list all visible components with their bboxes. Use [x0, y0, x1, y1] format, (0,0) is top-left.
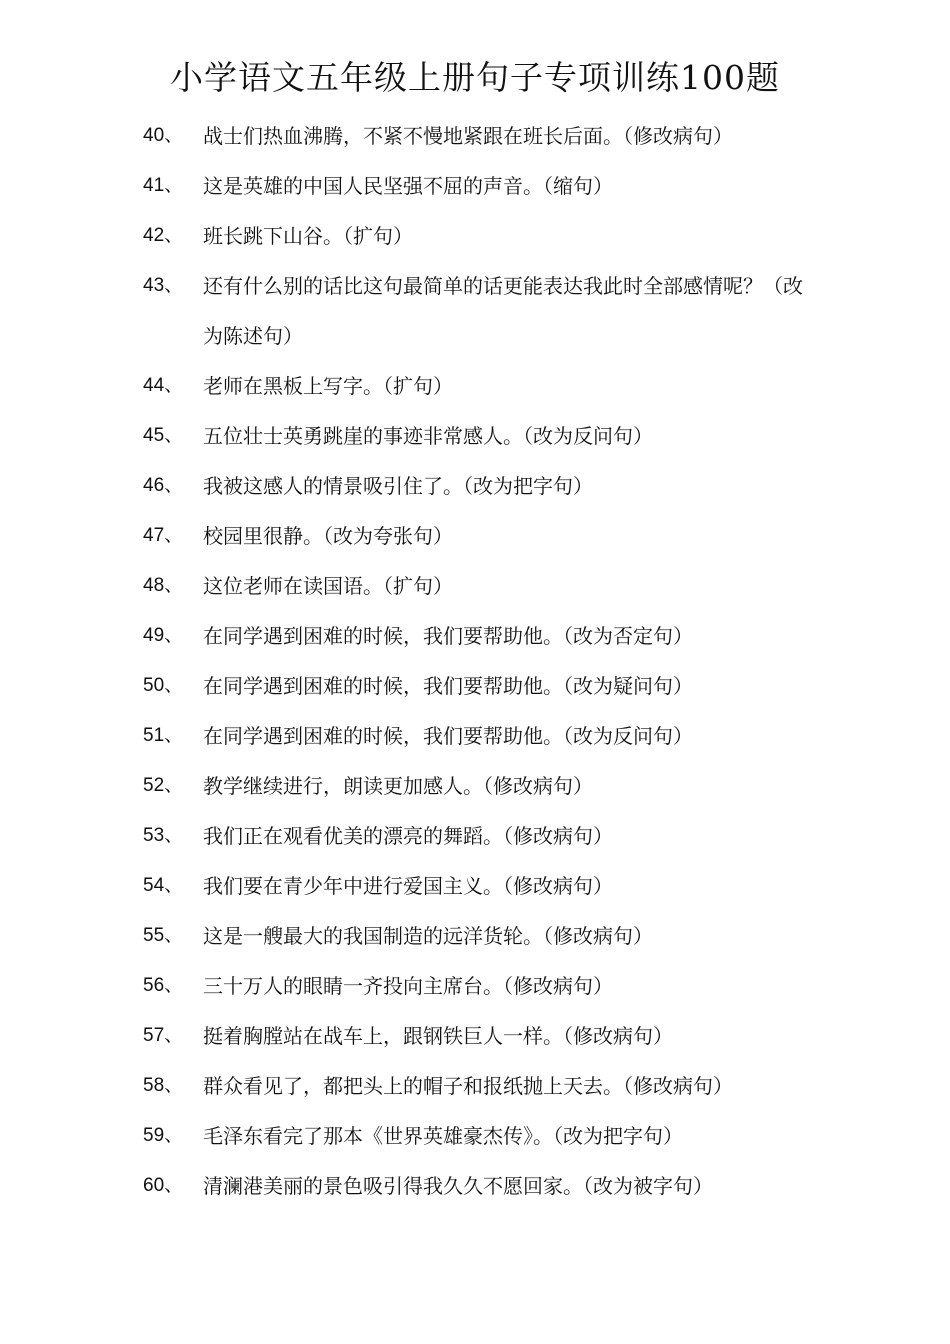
question-item-52	[0, 761, 950, 811]
question-number: 53、	[143, 825, 184, 846]
question-item-55	[0, 911, 950, 961]
question-text: 我们正在观看优美的漂亮的舞蹈。（修改病句）	[203, 824, 613, 848]
question-number: 47、	[143, 525, 184, 546]
question-item-42	[0, 211, 950, 261]
question-item-45	[0, 411, 950, 461]
question-text: 在同学遇到困难的时候，我们要帮助他。（改为否定句）	[203, 624, 693, 648]
question-item-40	[0, 111, 950, 161]
question-item-50	[0, 661, 950, 711]
question-number: 51、	[143, 725, 184, 746]
question-number: 55、	[143, 925, 184, 946]
question-item-58	[0, 1061, 950, 1111]
question-item-44	[0, 361, 950, 411]
question-number: 40、	[143, 125, 184, 146]
question-number: 50、	[143, 675, 184, 696]
question-text: 班长跳下山谷。（扩句）	[203, 224, 413, 248]
question-text: 三十万人的眼睛一齐投向主席台。（修改病句）	[203, 974, 613, 998]
question-text: 我被这感人的情景吸引住了。（改为把字句）	[203, 474, 593, 498]
question-number: 48、	[143, 575, 184, 596]
question-text: 这是一艘最大的我国制造的远洋货轮。（修改病句）	[203, 924, 653, 948]
question-text: 毛泽东看完了那本《世界英雄豪杰传》。（改为把字句）	[203, 1124, 683, 1148]
question-text: 还有什么别的话比这句最简单的话更能表达我此时全部感情呢？（改为陈述句）	[203, 274, 803, 348]
question-item-46	[0, 461, 950, 511]
question-text: 教学继续进行，朗读更加感人。（修改病句）	[203, 774, 593, 798]
question-number: 52、	[143, 775, 184, 796]
question-number: 45、	[143, 425, 184, 446]
question-number: 57、	[143, 1025, 184, 1046]
question-text: 在同学遇到困难的时候，我们要帮助他。（改为疑问句）	[203, 674, 693, 698]
question-number: 56、	[143, 975, 184, 996]
question-item-53	[0, 811, 950, 861]
question-number: 59、	[143, 1125, 184, 1146]
question-item-54	[0, 861, 950, 911]
question-item-56	[0, 961, 950, 1011]
question-text: 校园里很静。（改为夸张句）	[203, 524, 453, 548]
question-number: 42、	[143, 225, 184, 246]
question-text: 五位壮士英勇跳崖的事迹非常感人。（改为反问句）	[203, 424, 653, 448]
question-number: 46、	[143, 475, 184, 496]
question-text: 清澜港美丽的景色吸引得我久久不愿回家。（改为被字句）	[203, 1174, 713, 1198]
document-title: 小学语文五年级上册句子专项训练100题	[170, 58, 780, 97]
question-number: 41、	[143, 175, 184, 196]
question-list	[0, 111, 950, 1211]
question-number: 60、	[143, 1175, 184, 1196]
question-text: 这位老师在读国语。（扩句）	[203, 574, 453, 598]
question-item-57	[0, 1011, 950, 1061]
question-text: 老师在黑板上写字。（扩句）	[203, 374, 453, 398]
question-item-41	[0, 161, 950, 211]
question-item-48	[0, 561, 950, 611]
question-text: 这是英雄的中国人民坚强不屈的声音。（缩句）	[203, 174, 613, 198]
question-number: 44、	[143, 375, 184, 396]
question-number: 54、	[143, 875, 184, 896]
question-text: 我们要在青少年中进行爱国主义。（修改病句）	[203, 874, 613, 898]
question-number: 49、	[143, 625, 184, 646]
question-item-59	[0, 1111, 950, 1161]
question-number: 58、	[143, 1075, 184, 1096]
question-text: 战士们热血沸腾，不紧不慢地紧跟在班长后面。（修改病句）	[203, 124, 733, 148]
question-text: 在同学遇到困难的时候，我们要帮助他。（改为反问句）	[203, 724, 693, 748]
question-text: 群众看见了，都把头上的帽子和报纸抛上天去。（修改病句）	[203, 1074, 733, 1098]
question-item-49	[0, 611, 950, 661]
question-item-47	[0, 511, 950, 561]
question-number: 43、	[143, 275, 184, 296]
question-text: 挺着胸膛站在战车上，跟钢铁巨人一样。（修改病句）	[203, 1024, 673, 1048]
question-item-43	[0, 261, 950, 361]
question-item-51	[0, 711, 950, 761]
question-item-60	[0, 1161, 950, 1211]
